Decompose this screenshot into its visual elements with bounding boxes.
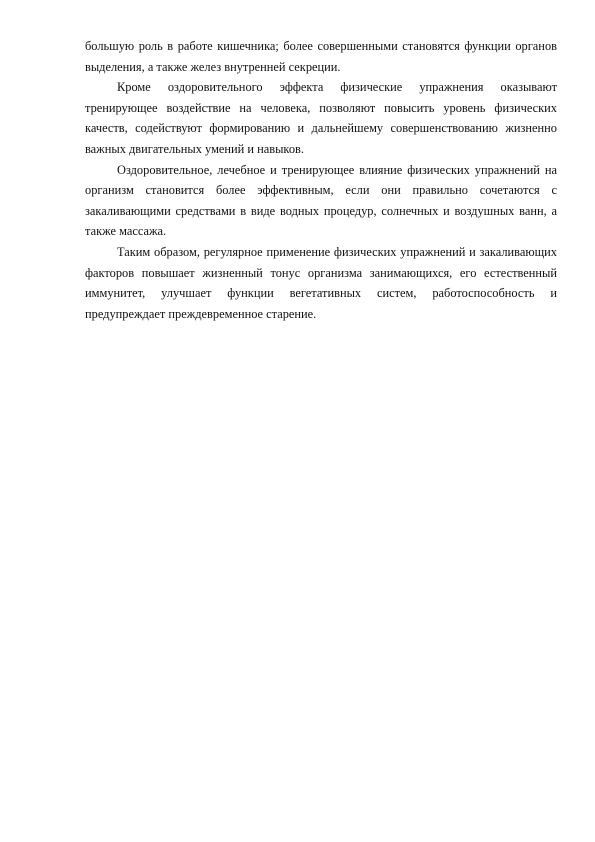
paragraph-hardening: Оздоровительное, лечебное и тренирующее влияние физических упражнений на организм становится более эффективным, если они правильно сочетаются с закаливающими средствами в виде водных процедур, солнечных и воздушных ванн, а также массажа.	[85, 162, 557, 239]
document-body	[85, 36, 557, 324]
paragraph-conclusion: Таким образом, регулярное применение физических упражнений и закаливающих факторов повышает жизненный тонус организма занимающихся, его естественный иммунитет, улучшает функции вегетативных систем, работоспособность и предупреждает преждевременное старение.	[85, 244, 557, 321]
paragraph-training-effect: Кроме оздоровительного эффекта физические упражнения оказывают тренирующее воздействие на человека, позволяют повысить уровень физических качеств, содействуют формированию и дальнейшему совершенствованию жизненно важных двигательных умений и навыков.	[85, 80, 557, 156]
paragraph-continuation: большую роль в работе кишечника; более совершенными становятся функции органов выделения, а также желез внутренней секреции.	[85, 39, 557, 74]
